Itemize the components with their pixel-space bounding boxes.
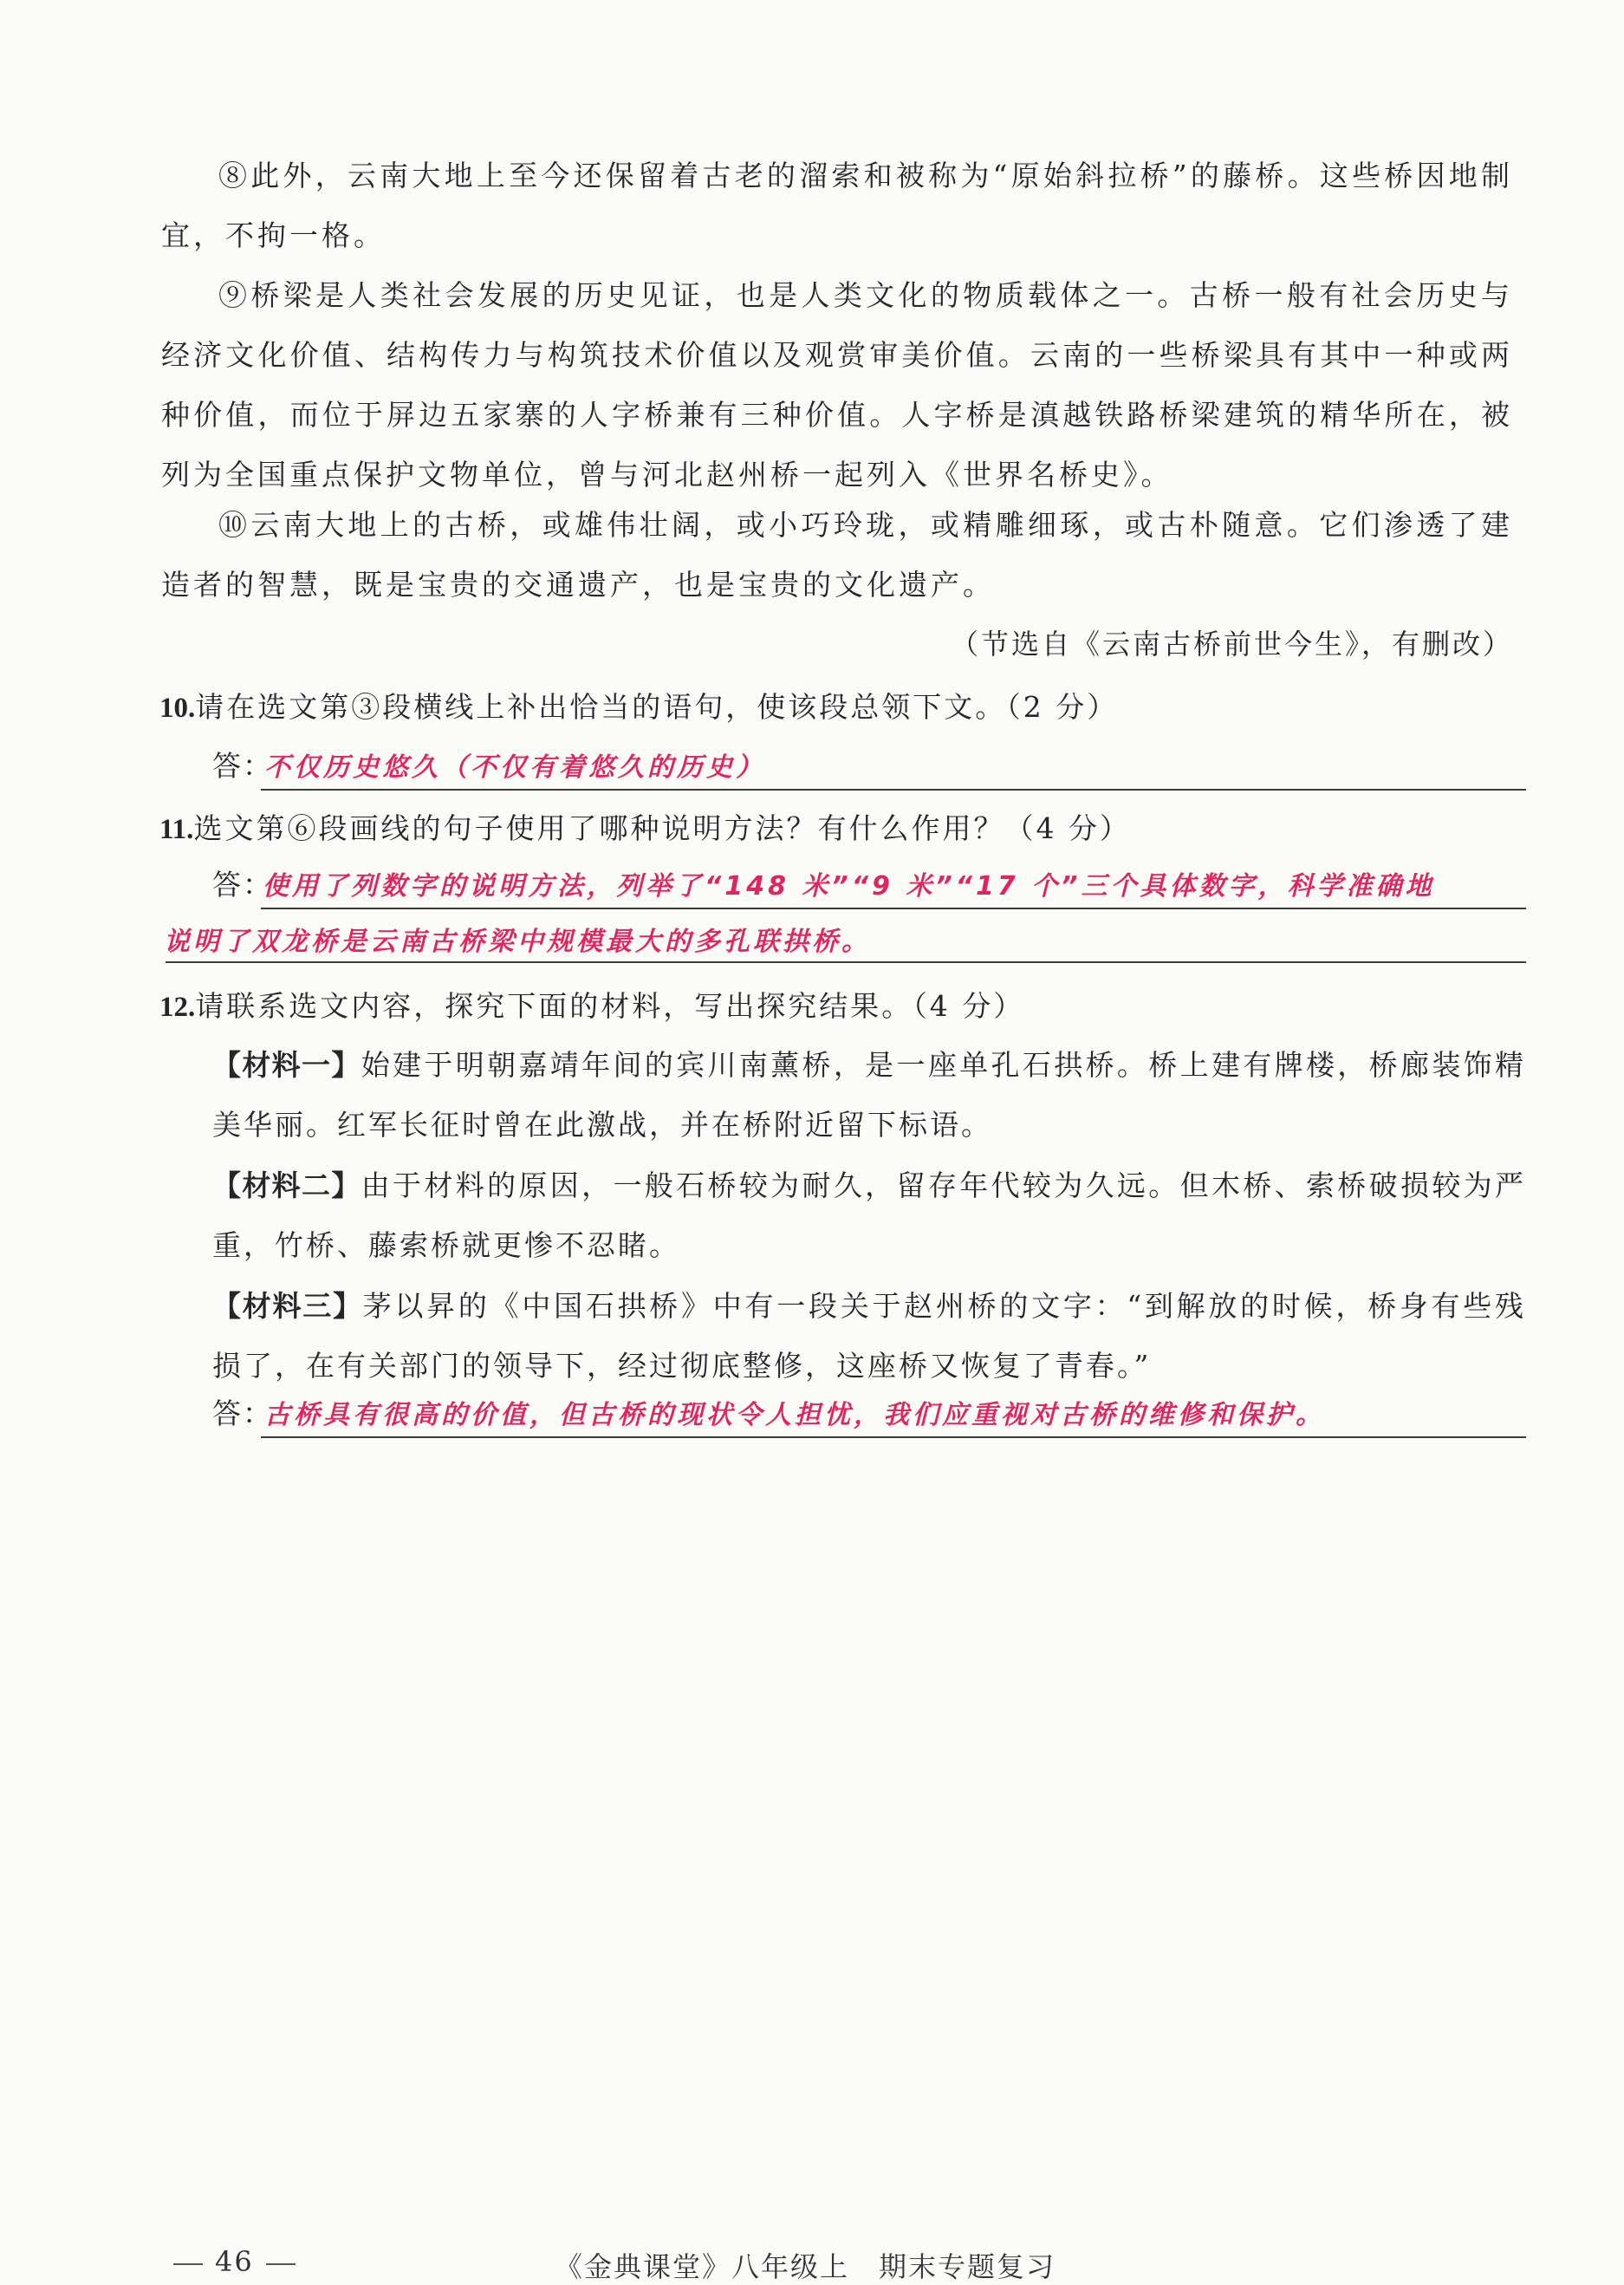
material-3: [212, 1276, 1526, 1396]
material-text: 始建于明朝嘉靖年间的宾川南薰桥，是一座单孔石拱桥。桥上建有牌楼，桥廊装饰精美华丽。红军长征时曾在此激战，并在桥附近留下标语。: [212, 1048, 1527, 1142]
question-12: [159, 984, 1529, 1025]
question-text: 请联系选文内容，探究下面的材料，写出探究结果。（4 分）: [195, 989, 1025, 1023]
handwritten-answer-line-2: 说明了双龙桥是云南古桥梁中规模最大的多孔联拱桥。: [164, 927, 871, 957]
handwritten-answer: 古桥具有很高的价值，但古桥的现状令人担忧，我们应重视对古桥的维修和保护。: [264, 1400, 1325, 1430]
paragraph-8: ⑧此外，云南大地上至今还保留着古老的溜索和被称为“原始斜拉桥”的藤桥。这些桥因地制宜，不拘一格。: [161, 159, 1513, 252]
question-number: 12.: [159, 992, 196, 1023]
material-text: 茅以昇的《中国石拱桥》中有一段关于赵州桥的文字：“到解放的时候，桥身有些残损了，在有关部门的领导下，经过彻底整修，这座桥又恢复了青春。”: [212, 1289, 1527, 1383]
answer-10: [212, 744, 1526, 792]
paragraph-9: ⑨桥梁是人类社会发展的历史见证，也是人类文化的物质载体之一。古桥一般有社会历史与经济文化价值、结构传力与构筑技术价值以及观赏审美价值。云南的一些桥梁具有其中一种或两种价值，而位于屏边五家寨的人字桥兼有三种价值。人字桥是滇越铁路桥梁建筑的精华所在，被列为全国重点保护文物单位，曾与河北赵州桥一起列入《世界名桥史》。: [161, 278, 1513, 492]
question-text: 请在选文第③段横线上补出恰当的语句，使该段总领下文。（2 分）: [195, 690, 1119, 724]
material-tag: 【材料一】: [212, 1048, 361, 1082]
question-text: 选文第⑥段画线的句子使用了哪种说明方法？有什么作用？（4 分）: [193, 811, 1131, 845]
material-tag: 【材料三】: [212, 1289, 363, 1323]
material-1: [212, 1035, 1526, 1155]
source-note: （节选自《云南古桥前世今生》，有删改）: [950, 628, 1513, 661]
material-tag: 【材料二】: [212, 1169, 361, 1202]
page-number-text: 46: [215, 2245, 254, 2278]
question-number: 10.: [159, 693, 196, 724]
answer-label: 答：: [212, 1396, 273, 1430]
dash-decoration: [266, 2263, 296, 2265]
page-number: [161, 2245, 308, 2278]
dash-decoration: [173, 2263, 203, 2265]
question-number: 11.: [159, 814, 194, 845]
material-text: 由于材料的原因，一般石桥较为耐久，留存年代较为久远。但木桥、索桥破损较为严重，竹桥、藤索桥就更惨不忍睹。: [212, 1169, 1527, 1262]
footer-title: 《金典课堂》八年级上 期末专题复习: [555, 2250, 1056, 2283]
question-10: [159, 685, 1529, 726]
answer-label: 答：: [212, 868, 273, 902]
answer-label: 答：: [212, 749, 273, 783]
question-11: [159, 806, 1529, 847]
answer-11: [164, 863, 1526, 967]
handwritten-answer-line-1: 使用了列数字的说明方法，列举了“148 米”“9 米”“17 个”三个具体数字，科学准确地: [263, 871, 1435, 902]
handwritten-answer: 不仅历史悠久（不仅有着悠久的历史）: [264, 752, 765, 783]
material-2: [212, 1156, 1526, 1275]
answer-12: [212, 1391, 1526, 1440]
paragraph-10: ⑩云南大地上的古桥，或雄伟壮阔，或小巧玲珑，或精雕细琢，或古朴随意。它们渗透了建造者的智慧，既是宝贵的交通遗产，也是宝贵的文化遗产。: [161, 508, 1513, 602]
